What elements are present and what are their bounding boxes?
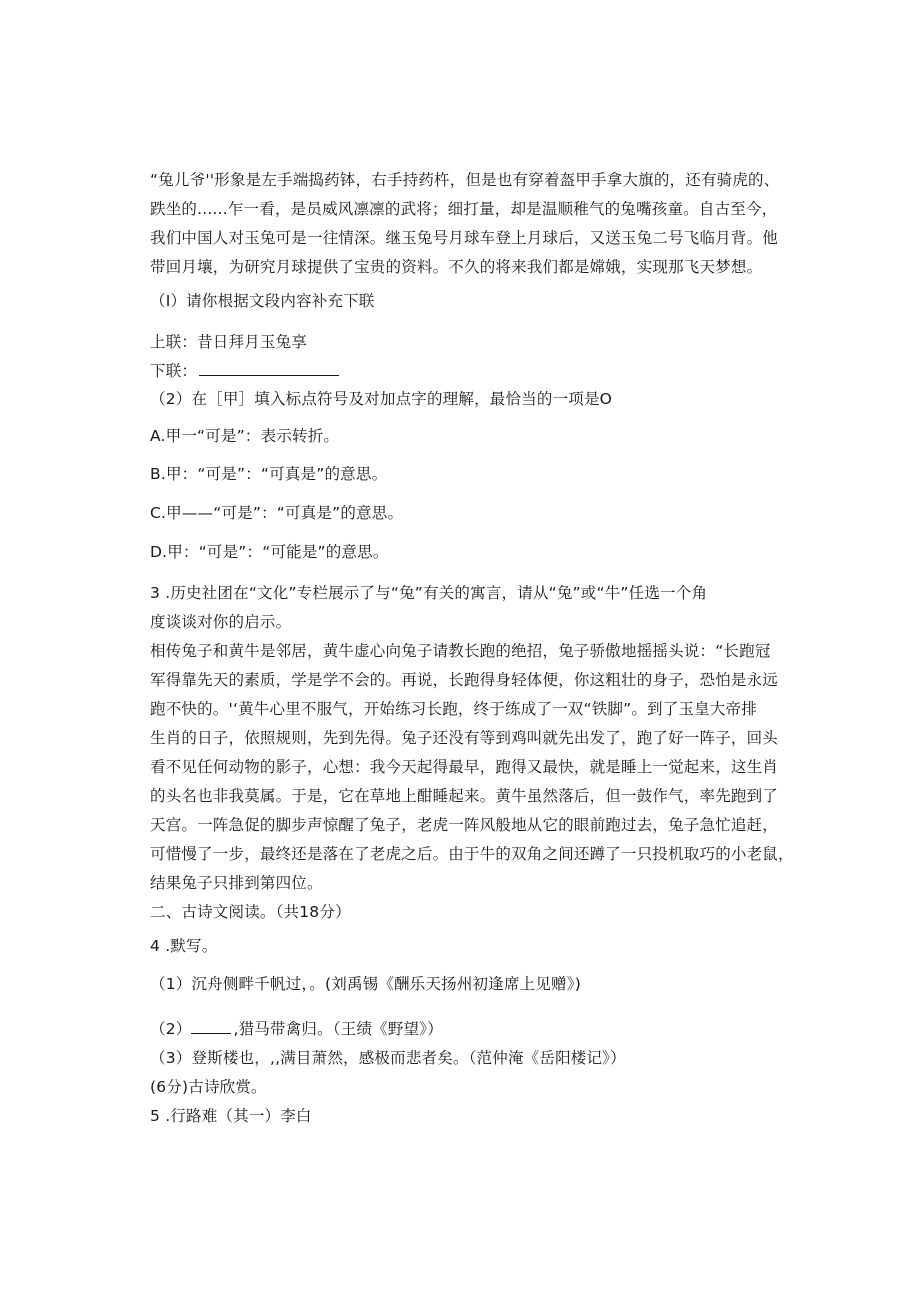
option-d: D.甲：“可是”：“可能是”的意思。: [150, 543, 389, 561]
q4-item-3: （3）登斯楼也，,,满目萧然，感极而悲者矣。（范仲淹《岳阳楼记》）: [150, 1049, 626, 1067]
story-line: 军得靠先天的素质，学是学不会的。再说，长跑得身轻体便，你这粗壮的身子，恐怕是永远: [150, 671, 779, 689]
passage-line: 跌坐的......乍一看，是员威风凛凛的武将；细打量，却是温顺稚气的兔嘴孩童。自古至今，: [150, 200, 778, 218]
answer-blank: [199, 361, 339, 376]
question-1-prompt: （I）请你根据文段内容补充下联: [150, 292, 375, 310]
couplet-lower: [150, 361, 339, 381]
passage-line: 带回月壤，为研究月球提供了宝贵的资料。不久的将来我们都是嫦娥，实现那飞天梦想。: [150, 258, 763, 276]
story-line: 的头名也非我莫属。于是，它在草地上酣睡起来。黄牛虽然落后，但一鼓作气，率先跑到了: [150, 787, 779, 805]
q4-item-2-number: （2）: [150, 1020, 192, 1038]
passage-line: “兔儿爷''形象是左手端捣药钵，右手持药杵，但是也有穿着盔甲手拿大旗的，还有骑虎的、: [150, 171, 780, 189]
story-line: 可惜慢了一步，最终还是落在了老虎之后。由于牛的双角之间还蹲了一只投机取巧的小老鼠，: [150, 845, 794, 863]
question-3-prompt: 3 .历史社团在“文化”专栏展示了与“兔”有关的寓言，请从“兔”或“牛”任选一个角: [150, 584, 708, 602]
q4-item-2: [150, 1019, 443, 1039]
answer-blank: [191, 1019, 231, 1034]
q4-item-1: （1）沉舟侧畔千帆过，。(刘禹锡《酬乐天扬州初逢席上见赠》): [150, 975, 581, 993]
story-line: 相传兔子和黄牛是邻居，黄牛虚心向兔子请教长跑的绝招，兔子骄傲地摇摇头说：“长跑冠: [150, 642, 771, 660]
couplet-upper: 上联：昔日拜月玉兔享: [150, 333, 308, 351]
option-c: C.甲——“可是”：“可真是”的意思。: [150, 504, 404, 522]
poem-appreciation-heading: (6分)古诗欣赏。: [150, 1078, 267, 1096]
question-5-title: 5 .行路难（其一）李白: [150, 1107, 312, 1125]
question-3-prompt: 度谈谈对你的启示。: [150, 613, 292, 631]
section-heading: 二、古诗文阅读。（共18分）: [150, 903, 351, 921]
option-b: B.甲：“可是”：“可真是”的意思。: [150, 465, 388, 483]
story-line: 天宫。一阵急促的脚步声惊醒了兔子，老虎一阵风般地从它的眼前跑过去，兔子急忙追赶，: [150, 816, 779, 834]
question-4-title: 4 .默写。: [150, 937, 218, 955]
story-line: 跑不快的。'‘黄牛心里不服气，开始练习长跑，终于练成了一双“铁脚”。到了玉皇大帝排: [150, 700, 757, 718]
couplet-lower-label: 下联：: [150, 362, 198, 380]
story-line: 生肖的日子，依照规则，先到先得。兔子还没有等到鸡叫就先出发了，跑了好一阵子，回头: [150, 729, 779, 747]
passage-line: 我们中国人对玉兔可是一往情深。继玉兔号月球车登上月球后，又送玉兔二号飞临月背。他: [150, 229, 779, 247]
q4-item-2-text: ,猎马带禽归。（王绩《野望》）: [233, 1020, 443, 1038]
story-line: 结果兔子只排到第四位。: [150, 874, 323, 892]
story-line: 看不见任何动物的影子，心想：我今天起得最早，跑得又最快，就是睡上一觉起来，这生肖: [150, 758, 779, 776]
question-2-prompt: （2）在［甲］填入标点符号及对加点字的理解，最恰当的一项是O: [150, 390, 613, 408]
option-a: A.甲一“可是”：表示转折。: [150, 427, 340, 445]
